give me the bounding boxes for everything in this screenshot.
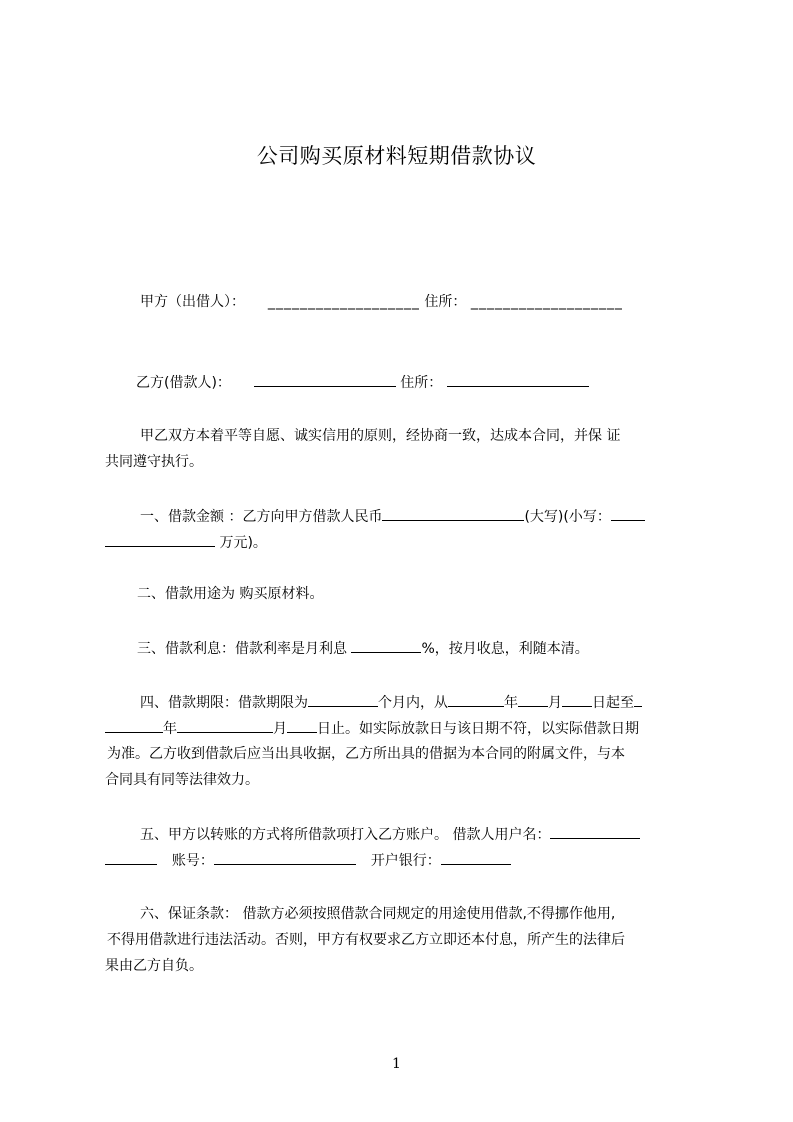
clause-5-line-1 bbox=[140, 824, 640, 845]
loan-months-blank bbox=[308, 692, 378, 707]
clause-4-line-4 bbox=[105, 770, 259, 790]
end-year-blank-b bbox=[105, 718, 163, 733]
page-number: 1 bbox=[392, 1056, 401, 1072]
clause-4-text-c: 年 bbox=[504, 695, 518, 711]
clause-4-line-1 bbox=[140, 692, 642, 713]
party-b-address-blank bbox=[447, 372, 589, 387]
clause-6-line-2 bbox=[107, 930, 625, 950]
clause-6-text-b: 不得用借款进行违法活动。否则，甲方有权要求乙方立即还本付息，所产生的法律后 bbox=[107, 932, 625, 948]
account-name-blank-a bbox=[550, 824, 640, 839]
amount-capital-blank bbox=[382, 506, 524, 521]
amount-figure-blank-a bbox=[611, 506, 645, 521]
preamble-text-1: 甲乙双方本着平等自愿、诚实信用的原则，经协商一致，达成本合同，并保 证 bbox=[140, 428, 621, 444]
clause-1-line-2 bbox=[105, 532, 267, 553]
clause-4-text-i: 为准。乙方收到借款后应当出具收据，乙方所出具的借据为本合同的附属文件，与本 bbox=[107, 746, 625, 762]
clause-5-text-a: 五、甲方以转账的方式将所借款项打入乙方账户。 借款人用户名： bbox=[140, 827, 551, 843]
interest-rate-blank bbox=[351, 638, 421, 653]
clause-4-line-2 bbox=[105, 718, 639, 739]
bank-label: 开户银行： bbox=[370, 853, 441, 869]
clause-2-text: 二、借款用途为 购买原材料。 bbox=[137, 586, 324, 602]
account-number-blank bbox=[214, 850, 356, 865]
clause-1-text-a: 一、借款金额 ：乙方向甲方借款人民币 bbox=[140, 509, 383, 525]
party-b-name-blank bbox=[254, 372, 396, 387]
clause-1-line-1 bbox=[140, 506, 645, 527]
account-name-blank-b bbox=[105, 850, 157, 865]
party-a-address-label: 住所： bbox=[424, 294, 467, 310]
clause-4-text-b: 个月内，从 bbox=[378, 695, 448, 711]
clause-3-text-b: %，按月收息，利随本清。 bbox=[421, 641, 589, 657]
end-year-blank-a bbox=[634, 692, 642, 707]
preamble-text-2: 共同遵守执行。 bbox=[105, 454, 203, 470]
preamble-line-1 bbox=[140, 426, 620, 446]
party-a-address-blank: ___________________ bbox=[470, 294, 623, 310]
start-month-blank bbox=[518, 692, 548, 707]
clause-4-text-h: 日止。如实际放款日与该日期不符，以实际借款日期 bbox=[317, 721, 639, 737]
start-year-blank bbox=[448, 692, 504, 707]
clause-4-text-d: 月 bbox=[548, 695, 562, 711]
clause-5-line-2 bbox=[105, 850, 511, 871]
page-title: 公司购买原材料短期借款协议 bbox=[256, 144, 537, 168]
account-number-label: 账号： bbox=[171, 853, 214, 869]
amount-figure-blank-b bbox=[105, 532, 215, 547]
clause-4-text-a: 四、借款期限：借款期限为 bbox=[140, 695, 308, 711]
party-b-label: 乙方(借款人)： bbox=[136, 375, 231, 391]
party-b-address-label: 住所： bbox=[400, 375, 443, 391]
clause-6-text-c: 果由乙方自负。 bbox=[105, 958, 203, 974]
clause-4-line-3 bbox=[107, 744, 625, 764]
end-month-blank bbox=[177, 718, 273, 733]
clause-6-text-a: 六、保证条款： 借款方必须按照借款合同规定的用途使用借款,不得挪作他用, bbox=[140, 906, 616, 922]
clause-4-text-g: 月 bbox=[273, 721, 287, 737]
clause-4-text-e: 日起至 bbox=[592, 695, 634, 711]
clause-4-text-f: 年 bbox=[163, 721, 177, 737]
party-a-line bbox=[140, 292, 623, 312]
clause-1-text-b: (大写)(小写： bbox=[524, 509, 611, 525]
bank-blank bbox=[441, 850, 511, 865]
clause-4-text-j: 合同具有同等法律效力。 bbox=[105, 772, 259, 788]
clause-6-line-1 bbox=[140, 904, 615, 924]
party-a-name-blank: ___________________ bbox=[267, 294, 420, 310]
preamble-line-2 bbox=[105, 452, 203, 472]
clause-1-text-c: 万元)。 bbox=[215, 535, 267, 551]
start-day-blank bbox=[562, 692, 592, 707]
clause-3-text-a: 三、借款利息：借款利率是月利息 bbox=[137, 641, 352, 657]
end-day-blank bbox=[287, 718, 317, 733]
party-a-label: 甲方（出借人）： bbox=[140, 294, 245, 310]
clause-6-line-3 bbox=[105, 956, 203, 976]
clause-3-line bbox=[137, 638, 589, 659]
party-b-line bbox=[136, 372, 589, 393]
clause-2-line bbox=[137, 584, 323, 604]
